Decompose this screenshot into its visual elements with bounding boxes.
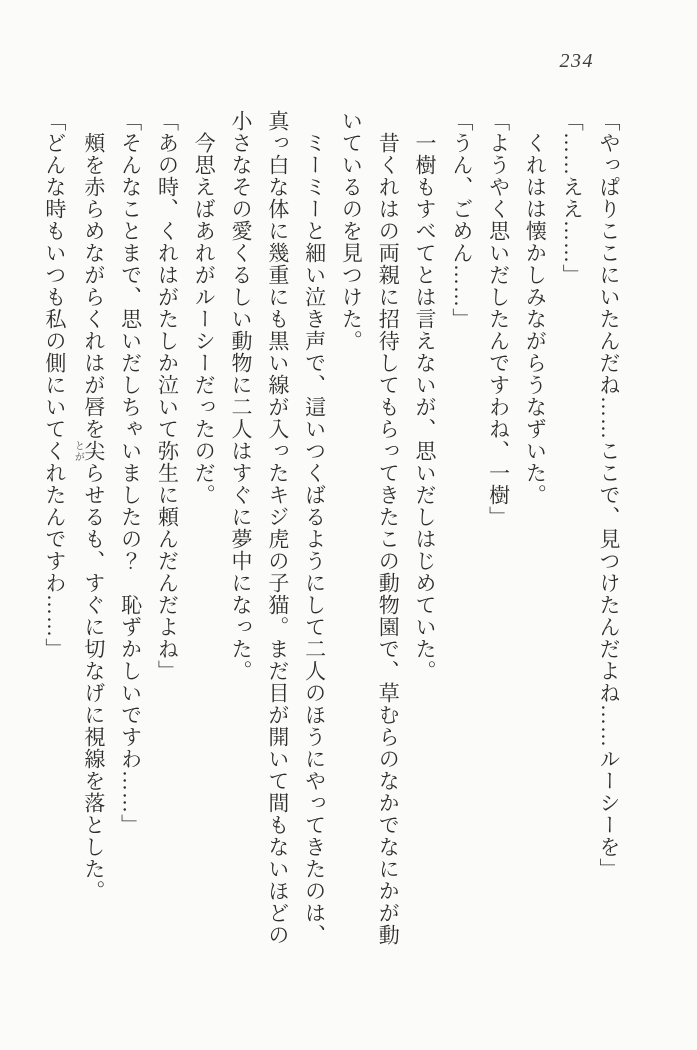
paragraph: 「……ええ……」 <box>560 110 585 286</box>
paragraph: くれはは懐かしみながらうなずいた。 <box>523 132 548 506</box>
paragraph: 一樹もすべてとは言えないが、思いだしはじめていた。 <box>413 132 438 682</box>
paragraph: 「どんな時もいつも私の側にいてくれたんですわ……」 <box>42 110 67 660</box>
paragraph: 「うん、ごめん……」 <box>449 110 474 330</box>
paragraph: ミーミーと細い泣き声で、這いつくばるようにして二人のほうにやってきたのは、真っ白な体に幾重にも黒い線が入ったキジ虎の子猫。まだ目が開いて間もないほどの小さなその愛くるしい動物に二人はすぐに夢中になった。 <box>229 110 327 946</box>
paragraph: 「あの時、くれはがたしか泣いて弥生に頼んだんだよね」 <box>155 110 180 682</box>
paragraph: 「そんなことまで、思いだしちゃいましたの？ 恥ずかしいですわ……」 <box>118 110 143 836</box>
paragraph: 昔くれはの両親に招待してもらってきたこの動物園で、草むらのなかでなにかが動いているのを見つけた。 <box>339 110 401 946</box>
paragraph: 今思えばあれがルーシーだったのだ。 <box>192 132 217 506</box>
furigana-ruby: 尖とが <box>72 440 106 462</box>
paragraph: 「やっぱりここにいたんだね……ここで、見つけたんだよね……ルーシーを」 <box>597 110 621 880</box>
paragraph: 頰を赤らめながらくれはが唇を尖とがらせるも、すぐに切なげに視線を落とした。 <box>72 132 106 902</box>
page-number: 234 <box>559 50 594 72</box>
vertical-text-block <box>36 110 627 950</box>
paragraph: 「ようやく思いだしたんですわね、一樹」 <box>486 110 511 528</box>
